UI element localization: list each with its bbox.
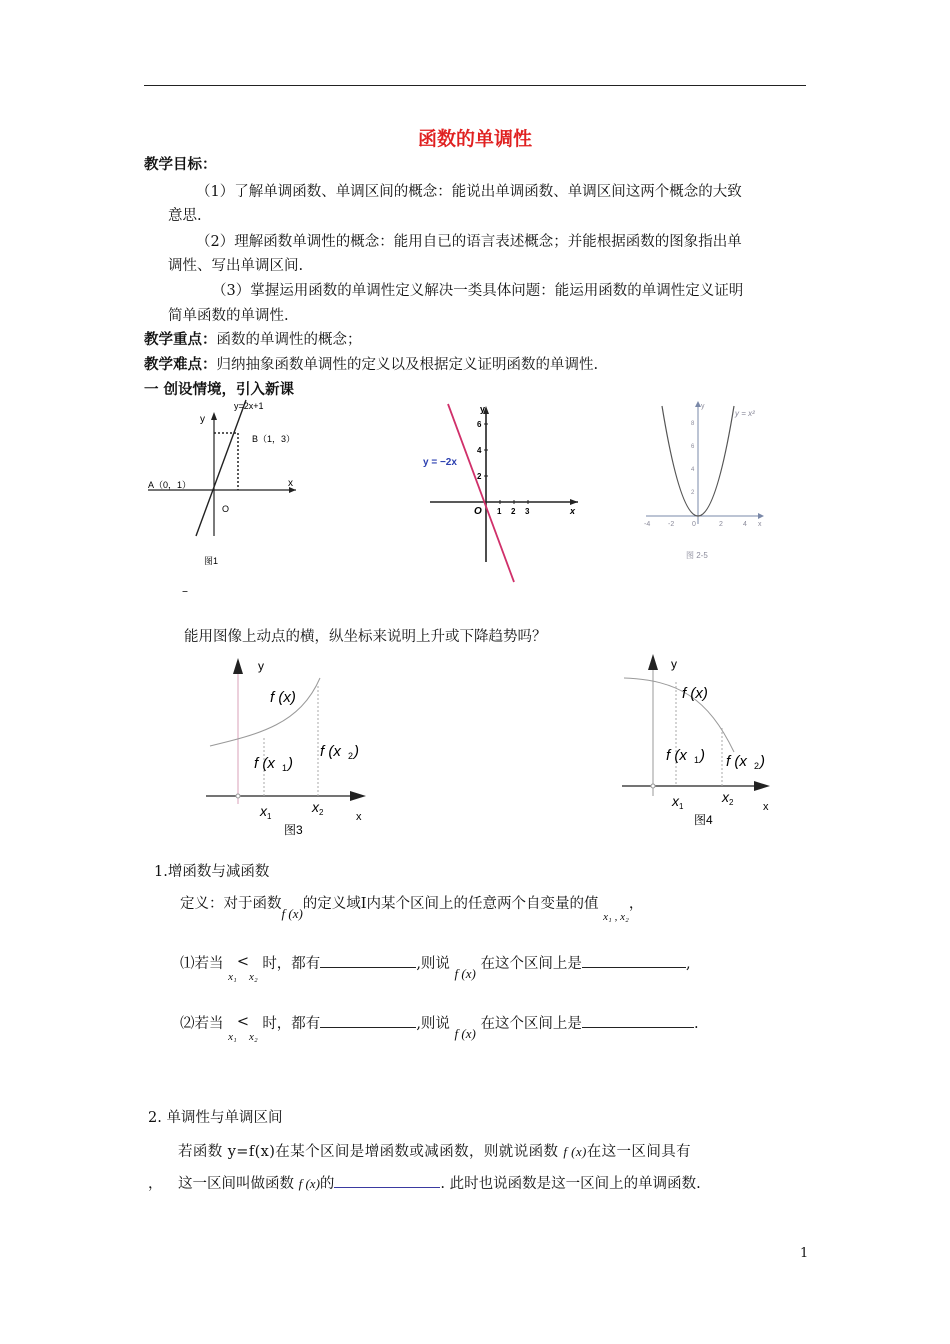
- g4-x1: x: [672, 793, 679, 809]
- g3-fx1: f (x: [254, 755, 275, 772]
- fig1-y-arrow: [211, 412, 217, 420]
- def-mid: 的定义域Ⅰ内某个区间上的任意两个自变量的值: [302, 896, 599, 912]
- goal-3-line2: 简单函数的单调性.: [168, 308, 289, 324]
- mono-line1-fx: f (x): [563, 1144, 587, 1159]
- key-point: [144, 328, 362, 349]
- fig3-ty-2: 2: [691, 490, 695, 496]
- g3-fx1-close: ): [288, 755, 293, 772]
- g4-caption: 图4: [694, 813, 713, 827]
- g3-x1: x: [260, 803, 267, 819]
- c2-fx: f (x): [454, 1026, 476, 1041]
- g3-x-arrow: [350, 791, 366, 801]
- section-1-heading: 一 创设情境，引入新课: [144, 382, 295, 398]
- figure-1: [144, 398, 304, 573]
- g4-y-label: y: [671, 657, 677, 671]
- c2-x2: x₂: [248, 1031, 258, 1043]
- difficulty-text: 归纳抽象函数单调性的定义以及根据定义证明函数的单调性.: [216, 357, 599, 373]
- g3-x-label: x: [356, 811, 362, 823]
- g3-x2-sub: 2: [319, 808, 324, 817]
- def-x1x2: x₁ , x₂: [603, 911, 629, 923]
- g3-y-label: y: [258, 659, 264, 673]
- g4-fx1-close: ): [700, 747, 705, 764]
- c1-then: ,则说: [416, 956, 450, 972]
- g3-fx2-sub: 2: [348, 751, 354, 761]
- fig1-x-label: x: [288, 478, 293, 489]
- c2-end: .: [693, 1016, 699, 1032]
- g3-x2: x: [312, 799, 319, 815]
- fig2-eq: y = −2x: [423, 457, 457, 468]
- c2-then: ,则说: [416, 1016, 450, 1032]
- fig3-eq: y = x²: [735, 409, 755, 418]
- c1-pre: ⑴若当: [180, 956, 224, 972]
- g3-x1-sub: 1: [267, 812, 272, 821]
- c2-pre: ⑵若当: [180, 1016, 224, 1032]
- c2-when: 时，都有: [262, 1016, 321, 1032]
- fig2-tx2: 2: [511, 507, 516, 516]
- fig1-y-label: y: [200, 414, 205, 425]
- fig3-tx-0: 0: [692, 521, 696, 528]
- g3-curve: [210, 678, 320, 746]
- g3-fx2: f (x: [320, 743, 341, 760]
- g3-fx1-sub: 1: [282, 763, 288, 773]
- def-fx: f (x): [281, 906, 303, 921]
- c2-blank-1[interactable]: [320, 1013, 416, 1028]
- c2-lt: <: [236, 1014, 249, 1030]
- fig3-tx-2: 2: [719, 521, 723, 528]
- question-text: 能用图像上动点的横，纵坐标来说明上升或下降趋势吗？: [184, 629, 547, 645]
- figure-2: [418, 402, 583, 587]
- c1-interval: 在这个区间上是: [480, 956, 582, 972]
- fig3-y-label: y: [701, 403, 705, 410]
- fig2-tx3: 3: [525, 507, 530, 516]
- fig2-line: [448, 404, 514, 582]
- fig2-ty4: 4: [477, 446, 482, 455]
- c1-x1: x₁: [228, 971, 237, 983]
- g4-y-arrow: [648, 654, 658, 670]
- fig2-y-label: y: [480, 404, 486, 414]
- c2-x1: x₁: [228, 1031, 237, 1043]
- mono-line1-post: 在这一区间具有: [586, 1144, 692, 1160]
- c1-blank-1[interactable]: [320, 953, 416, 968]
- fig1-origin: O: [222, 504, 230, 514]
- sec-inc-heading: 1.增函数与减函数: [154, 864, 270, 880]
- header-rule: [144, 85, 806, 86]
- case-2: [180, 1012, 699, 1043]
- fig1-caption: 图1: [204, 556, 219, 566]
- fig2-ty2: 2: [477, 472, 482, 481]
- fig3-ty-4: 4: [691, 467, 695, 473]
- g4-origin: [651, 784, 655, 788]
- mono-line2-pre: 这一区间叫做函数: [178, 1176, 294, 1192]
- g4-fx1: f (x: [666, 747, 687, 764]
- def-comma: ，: [628, 896, 644, 912]
- g4-fx2-close: ): [760, 753, 765, 770]
- g4-x1-sub: 1: [679, 802, 684, 811]
- def-line: [180, 892, 644, 923]
- g4-x-label: x: [763, 801, 769, 813]
- case-1: [180, 952, 691, 983]
- goal-1-line2: 意思.: [168, 208, 202, 224]
- g4-fx2: f (x: [726, 753, 747, 770]
- fig3-x-arrow: [758, 513, 764, 519]
- g4-fx2-sub: 2: [754, 761, 760, 771]
- fig3-ty-8: 8: [691, 421, 695, 427]
- c1-blank-2[interactable]: [582, 953, 686, 968]
- c1-when: 时，都有: [262, 956, 321, 972]
- fig3-x-label: x: [758, 521, 762, 528]
- fig1-point-b: B（1，3）: [252, 434, 296, 444]
- c1-fx: f (x): [454, 966, 476, 981]
- g3-fx2-close: ): [354, 743, 359, 760]
- fig3-caption: 图 2-5: [686, 551, 708, 560]
- mono-blank[interactable]: [334, 1173, 440, 1188]
- sec-mono-heading: 2. 单调性与单调区间: [148, 1110, 283, 1126]
- fig3-tx-m4: -4: [644, 521, 651, 528]
- fig2-x-arrow: [570, 499, 578, 505]
- mono-line2-mid: 的: [319, 1176, 335, 1192]
- c2-interval: 在这个区间上是: [480, 1016, 582, 1032]
- fig1-eq: y=2x+1: [234, 401, 264, 411]
- page-title: 函数的单调性: [417, 128, 532, 150]
- g3-fx: f (x): [270, 689, 296, 706]
- g4-x2-sub: 2: [729, 798, 734, 807]
- figure-3: [640, 398, 770, 570]
- g4-fx: f (x): [682, 685, 708, 702]
- fig2-ty6: 6: [477, 420, 482, 429]
- g3-origin: [236, 794, 240, 798]
- fig2-x-label: x: [570, 506, 576, 516]
- key-point-label: 教学重点：: [144, 332, 217, 348]
- c1-x2: x₂: [248, 971, 258, 983]
- g4-curve: [624, 678, 734, 752]
- goals-heading: 教学目标：: [144, 157, 217, 173]
- goal-2-line2: 调性、写出单调区间.: [168, 258, 304, 274]
- page-number: 1: [800, 1246, 809, 1261]
- c2-blank-2[interactable]: [582, 1013, 694, 1028]
- g3-caption: 图3: [284, 823, 303, 837]
- def-pre: 定义：对于函数: [180, 896, 282, 912]
- g4-fx1-sub: 1: [694, 755, 700, 765]
- g4-x-arrow: [754, 781, 770, 791]
- dash-mark: –: [182, 584, 188, 598]
- mono-comma: ，: [148, 1176, 163, 1192]
- fig1-point-a: A（0，1）: [148, 480, 192, 490]
- graph-3: [200, 652, 380, 842]
- goal-1-line1: （1）了解单调函数、单调区间的概念：能说出单调函数、单调区间这两个概念的大致: [196, 184, 742, 200]
- mono-line1-pre: 若函数 y=f(x)在某个区间是增函数或减函数，则就说函数: [178, 1144, 559, 1160]
- fig3-tx-4: 4: [743, 521, 747, 528]
- c1-end: ,: [685, 956, 691, 972]
- mono-line2-fx: f (x): [298, 1176, 320, 1191]
- goal-2-line1: （2）理解函数单调性的概念：能用自已的语言表述概念；并能根据函数的图象指出单: [196, 234, 742, 250]
- key-point-text: 函数的单调性的概念；: [216, 332, 362, 348]
- mono-line2-post: . 此时也说函数是这一区间上的单调函数.: [440, 1176, 701, 1192]
- graph-4: [618, 650, 778, 832]
- fig2-tx1: 1: [497, 507, 502, 516]
- g4-x2: x: [722, 789, 729, 805]
- fig2-origin: O: [474, 506, 482, 517]
- fig3-ty-6: 6: [691, 444, 695, 450]
- c1-lt: <: [236, 954, 249, 970]
- difficulty: [144, 353, 598, 374]
- g3-y-arrow: [233, 658, 243, 674]
- fig3-tx-m2: -2: [668, 521, 675, 528]
- difficulty-label: 教学难点：: [144, 357, 217, 373]
- mono-line1: [178, 1140, 691, 1161]
- goal-3-line1: （3）掌握运用函数的单调性定义解决一类具体问题：能运用函数的单调性定义证明: [212, 283, 744, 299]
- mono-line2: [178, 1172, 701, 1193]
